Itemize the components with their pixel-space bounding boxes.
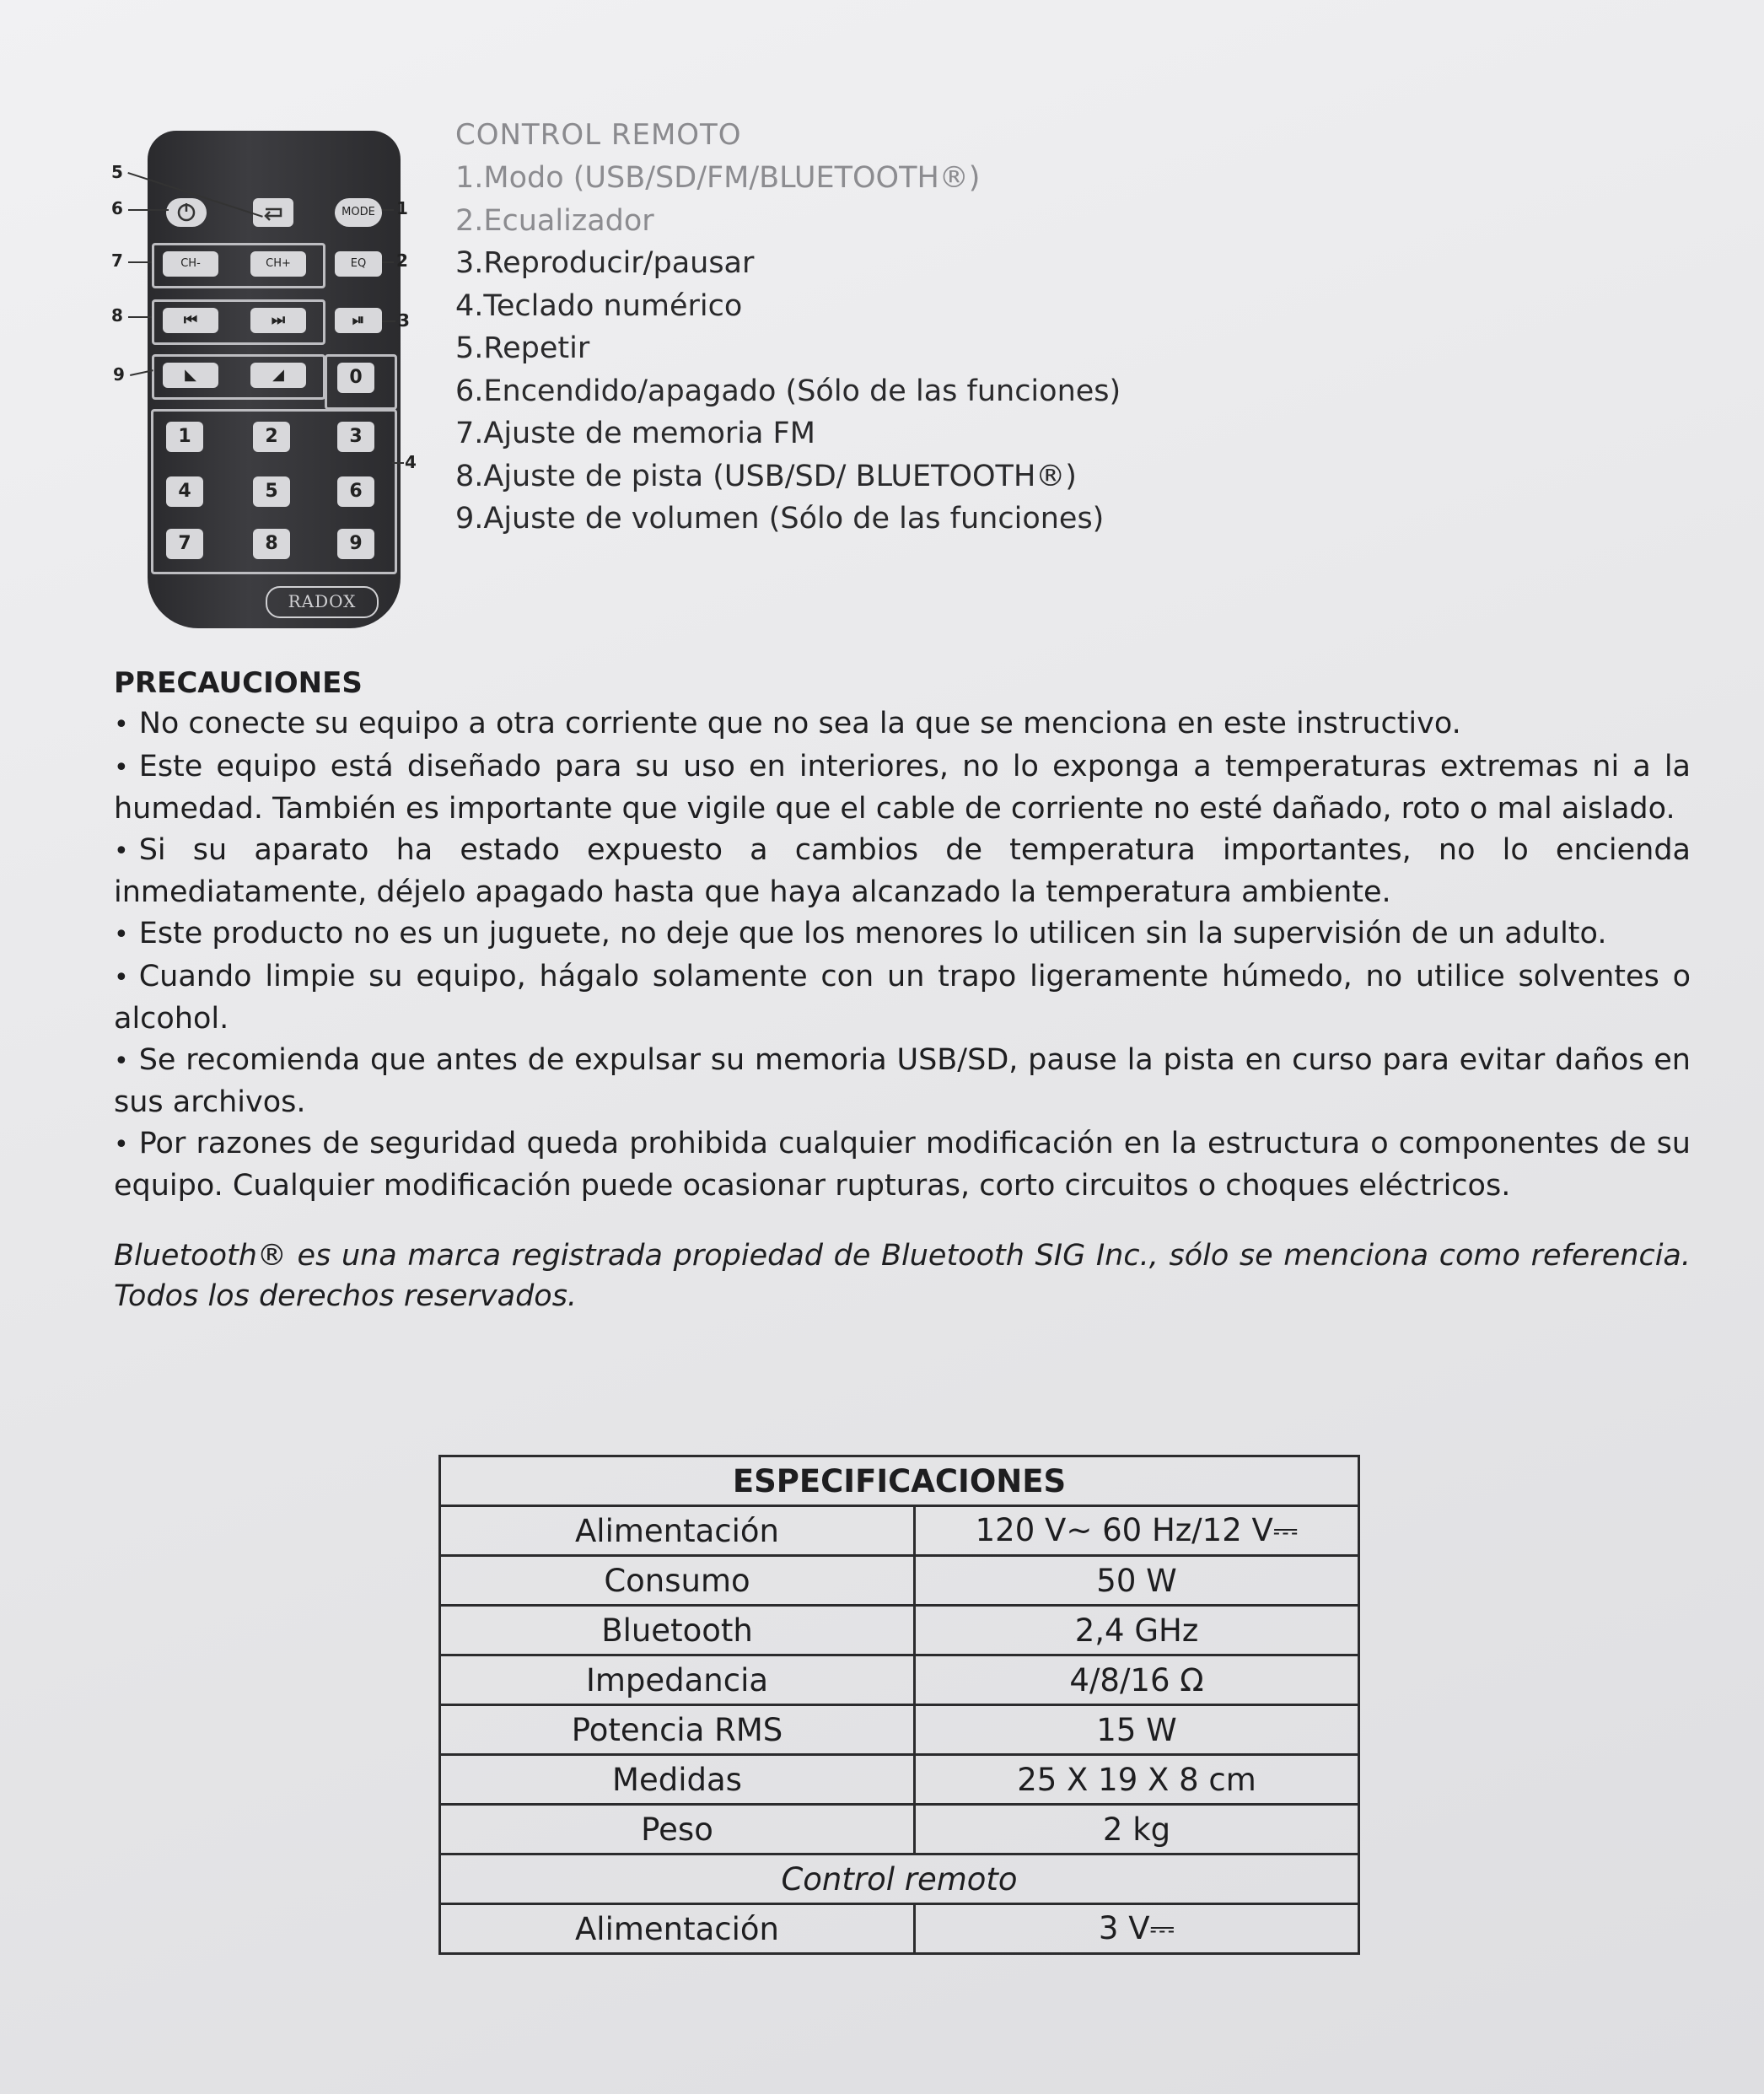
precaution-item — [114, 1040, 1691, 1122]
callout-line-6 — [128, 209, 169, 211]
spec-value: 15 W — [915, 1705, 1359, 1755]
play-pause-button: ⏯ — [335, 308, 382, 333]
callout-1: 1 — [396, 198, 408, 218]
table-row — [440, 1456, 1359, 1506]
precaution-text: Cuando limpie su equipo, hágalo solamente con un trapo ligeramente húmedo, no utilice solventes o alcohol. — [114, 960, 1691, 1036]
trademark-note: Bluetooth® es una marca registrada propiedad de Bluetooth SIG Inc., sólo se menciona como referencia. Todos los derechos reservados. — [114, 1239, 1691, 1313]
legend-list — [455, 157, 1214, 541]
legend-item: 1.Modo (USB/SD/FM/BLUETOOTH®) — [455, 161, 981, 195]
legend-title: CONTROL REMOTO — [455, 118, 742, 152]
precaution-item — [114, 746, 1691, 829]
digit-5: 5 — [253, 476, 290, 507]
remote-legend — [455, 118, 1214, 541]
spec-label: Impedancia — [440, 1655, 915, 1705]
legend-item: 6.Encendido/apagado (Sólo de las funciones) — [455, 374, 1121, 408]
spec-value: 4/8/16 Ω — [915, 1655, 1359, 1705]
legend-item: 8.Ajuste de pista (USB/SD/ BLUETOOTH®) — [455, 459, 1077, 493]
table-row — [440, 1506, 1359, 1556]
bullet-icon: • — [114, 1047, 129, 1076]
power-button — [166, 198, 207, 227]
table-row — [440, 1755, 1359, 1805]
next-button: ⏭ — [250, 308, 306, 333]
callout-5: 5 — [111, 162, 123, 182]
legend-item: 4.Teclado numérico — [455, 288, 743, 323]
bullet-icon: • — [114, 753, 129, 783]
digit-9: 9 — [337, 529, 374, 559]
callout-7: 7 — [111, 250, 123, 271]
remote-body — [148, 131, 401, 628]
volume-up-button: ◢ — [250, 363, 306, 388]
callout-2: 2 — [396, 250, 408, 271]
spec-label: Peso — [440, 1805, 915, 1854]
precaution-item — [114, 1123, 1691, 1206]
spec-label: Bluetooth — [440, 1606, 915, 1655]
precaution-text: Por razones de seguridad queda prohibida cualquier modificación en la estructura o componentes de su equipo. Cualquier modificación puede ocasionar rupturas, corto circuitos o choques eléctricos. — [114, 1127, 1691, 1203]
table-row — [440, 1655, 1359, 1705]
callout-8: 8 — [111, 305, 123, 326]
digit-8: 8 — [253, 529, 290, 559]
callout-line-7 — [128, 261, 152, 263]
callout-line-8 — [128, 316, 152, 318]
spec-value: 2,4 GHz — [915, 1606, 1359, 1655]
precautions-section — [114, 666, 1691, 1346]
repeat-button — [253, 198, 293, 227]
brand-logo: RADOX — [266, 586, 379, 618]
callout-line-3 — [382, 320, 395, 322]
legend-item: 7.Ajuste de memoria FM — [455, 417, 815, 450]
specifications-title: ESPECIFICACIONES — [440, 1456, 1359, 1506]
table-row — [440, 1854, 1359, 1904]
legend-item: 5.Repetir — [455, 331, 590, 365]
bullet-icon: • — [114, 837, 129, 866]
mode-button: MODE — [335, 198, 382, 227]
eq-button: EQ — [335, 251, 382, 277]
callout-line-2 — [382, 261, 394, 263]
bullet-icon: • — [114, 1130, 129, 1160]
volume-down-button: ◣ — [163, 363, 218, 388]
spec-value: 2 kg — [915, 1805, 1359, 1854]
bullet-icon: • — [114, 710, 129, 740]
legend-item: 9.Ajuste de volumen (Sólo de las funciones) — [455, 502, 1105, 536]
precaution-text: Si su aparato ha estado expuesto a cambios de temperatura importantes, no lo encienda inmediatamente, déjelo apagado hasta que haya alcanzado la temperatura ambiente. — [114, 833, 1691, 909]
precaution-item — [114, 956, 1691, 1039]
table-row — [440, 1606, 1359, 1655]
digit-3: 3 — [337, 422, 374, 452]
remote-illustration — [101, 118, 438, 641]
callout-9: 9 — [113, 364, 125, 385]
digit-2: 2 — [253, 422, 290, 452]
digit-4: 4 — [166, 476, 203, 507]
digit-7: 7 — [166, 529, 203, 559]
bullet-icon: • — [114, 920, 129, 950]
legend-item: 3.Reproducir/pausar — [455, 246, 755, 280]
precaution-text: Este equipo está diseñado para su uso en interiores, no lo exponga a temperaturas extremas ni a la humedad. También es importante que vigile que el cable de corriente no esté dañado, roto o mal aislado. — [114, 750, 1691, 826]
repeat-icon — [253, 198, 293, 227]
power-icon — [166, 198, 207, 227]
callout-4: 4 — [405, 452, 417, 472]
spec-value: 25 X 19 X 8 cm — [915, 1755, 1359, 1805]
ch-plus-button: CH+ — [250, 251, 306, 277]
precaution-text: No conecte su equipo a otra corriente que no sea la que se menciona en este instructivo. — [138, 707, 1461, 740]
callout-3: 3 — [398, 310, 410, 331]
callout-line-4 — [392, 462, 404, 464]
precaution-item — [114, 830, 1691, 912]
table-row — [440, 1805, 1359, 1854]
bullet-icon: • — [114, 963, 129, 993]
digit-1: 1 — [166, 422, 203, 452]
spec-value: 50 W — [915, 1556, 1359, 1606]
table-row — [440, 1556, 1359, 1606]
spec-label: Medidas — [440, 1755, 915, 1805]
precaution-text: Este producto no es un juguete, no deje que los menores lo utilicen sin la supervisión de un adulto. — [138, 917, 1607, 950]
spec-label: Alimentación — [440, 1506, 915, 1556]
spec-value: 3 V⎓ — [915, 1904, 1359, 1954]
digit-6: 6 — [337, 476, 374, 507]
remote-spec-section: Control remoto — [440, 1854, 1359, 1904]
digit-0: 0 — [337, 363, 374, 393]
spec-label: Alimentación — [440, 1904, 915, 1954]
spec-label: Potencia RMS — [440, 1705, 915, 1755]
ch-minus-button: CH- — [163, 251, 218, 277]
precautions-title: PRECAUCIONES — [114, 666, 363, 700]
table-row — [440, 1705, 1359, 1755]
precaution-item — [114, 913, 1691, 955]
table-row — [440, 1904, 1359, 1954]
callout-line-1 — [382, 209, 394, 211]
prev-button: ⏮ — [163, 308, 218, 333]
legend-item: 2.Ecualizador — [455, 203, 654, 238]
callout-6: 6 — [111, 198, 123, 218]
specifications-table — [438, 1455, 1360, 1955]
spec-label: Consumo — [440, 1556, 915, 1606]
spec-value: 120 V~ 60 Hz/12 V⎓ — [915, 1506, 1359, 1556]
precaution-text: Se recomienda que antes de expulsar su memoria USB/SD, pause la pista en curso para evitar daños en sus archivos. — [114, 1043, 1691, 1119]
precaution-item — [114, 703, 1691, 746]
